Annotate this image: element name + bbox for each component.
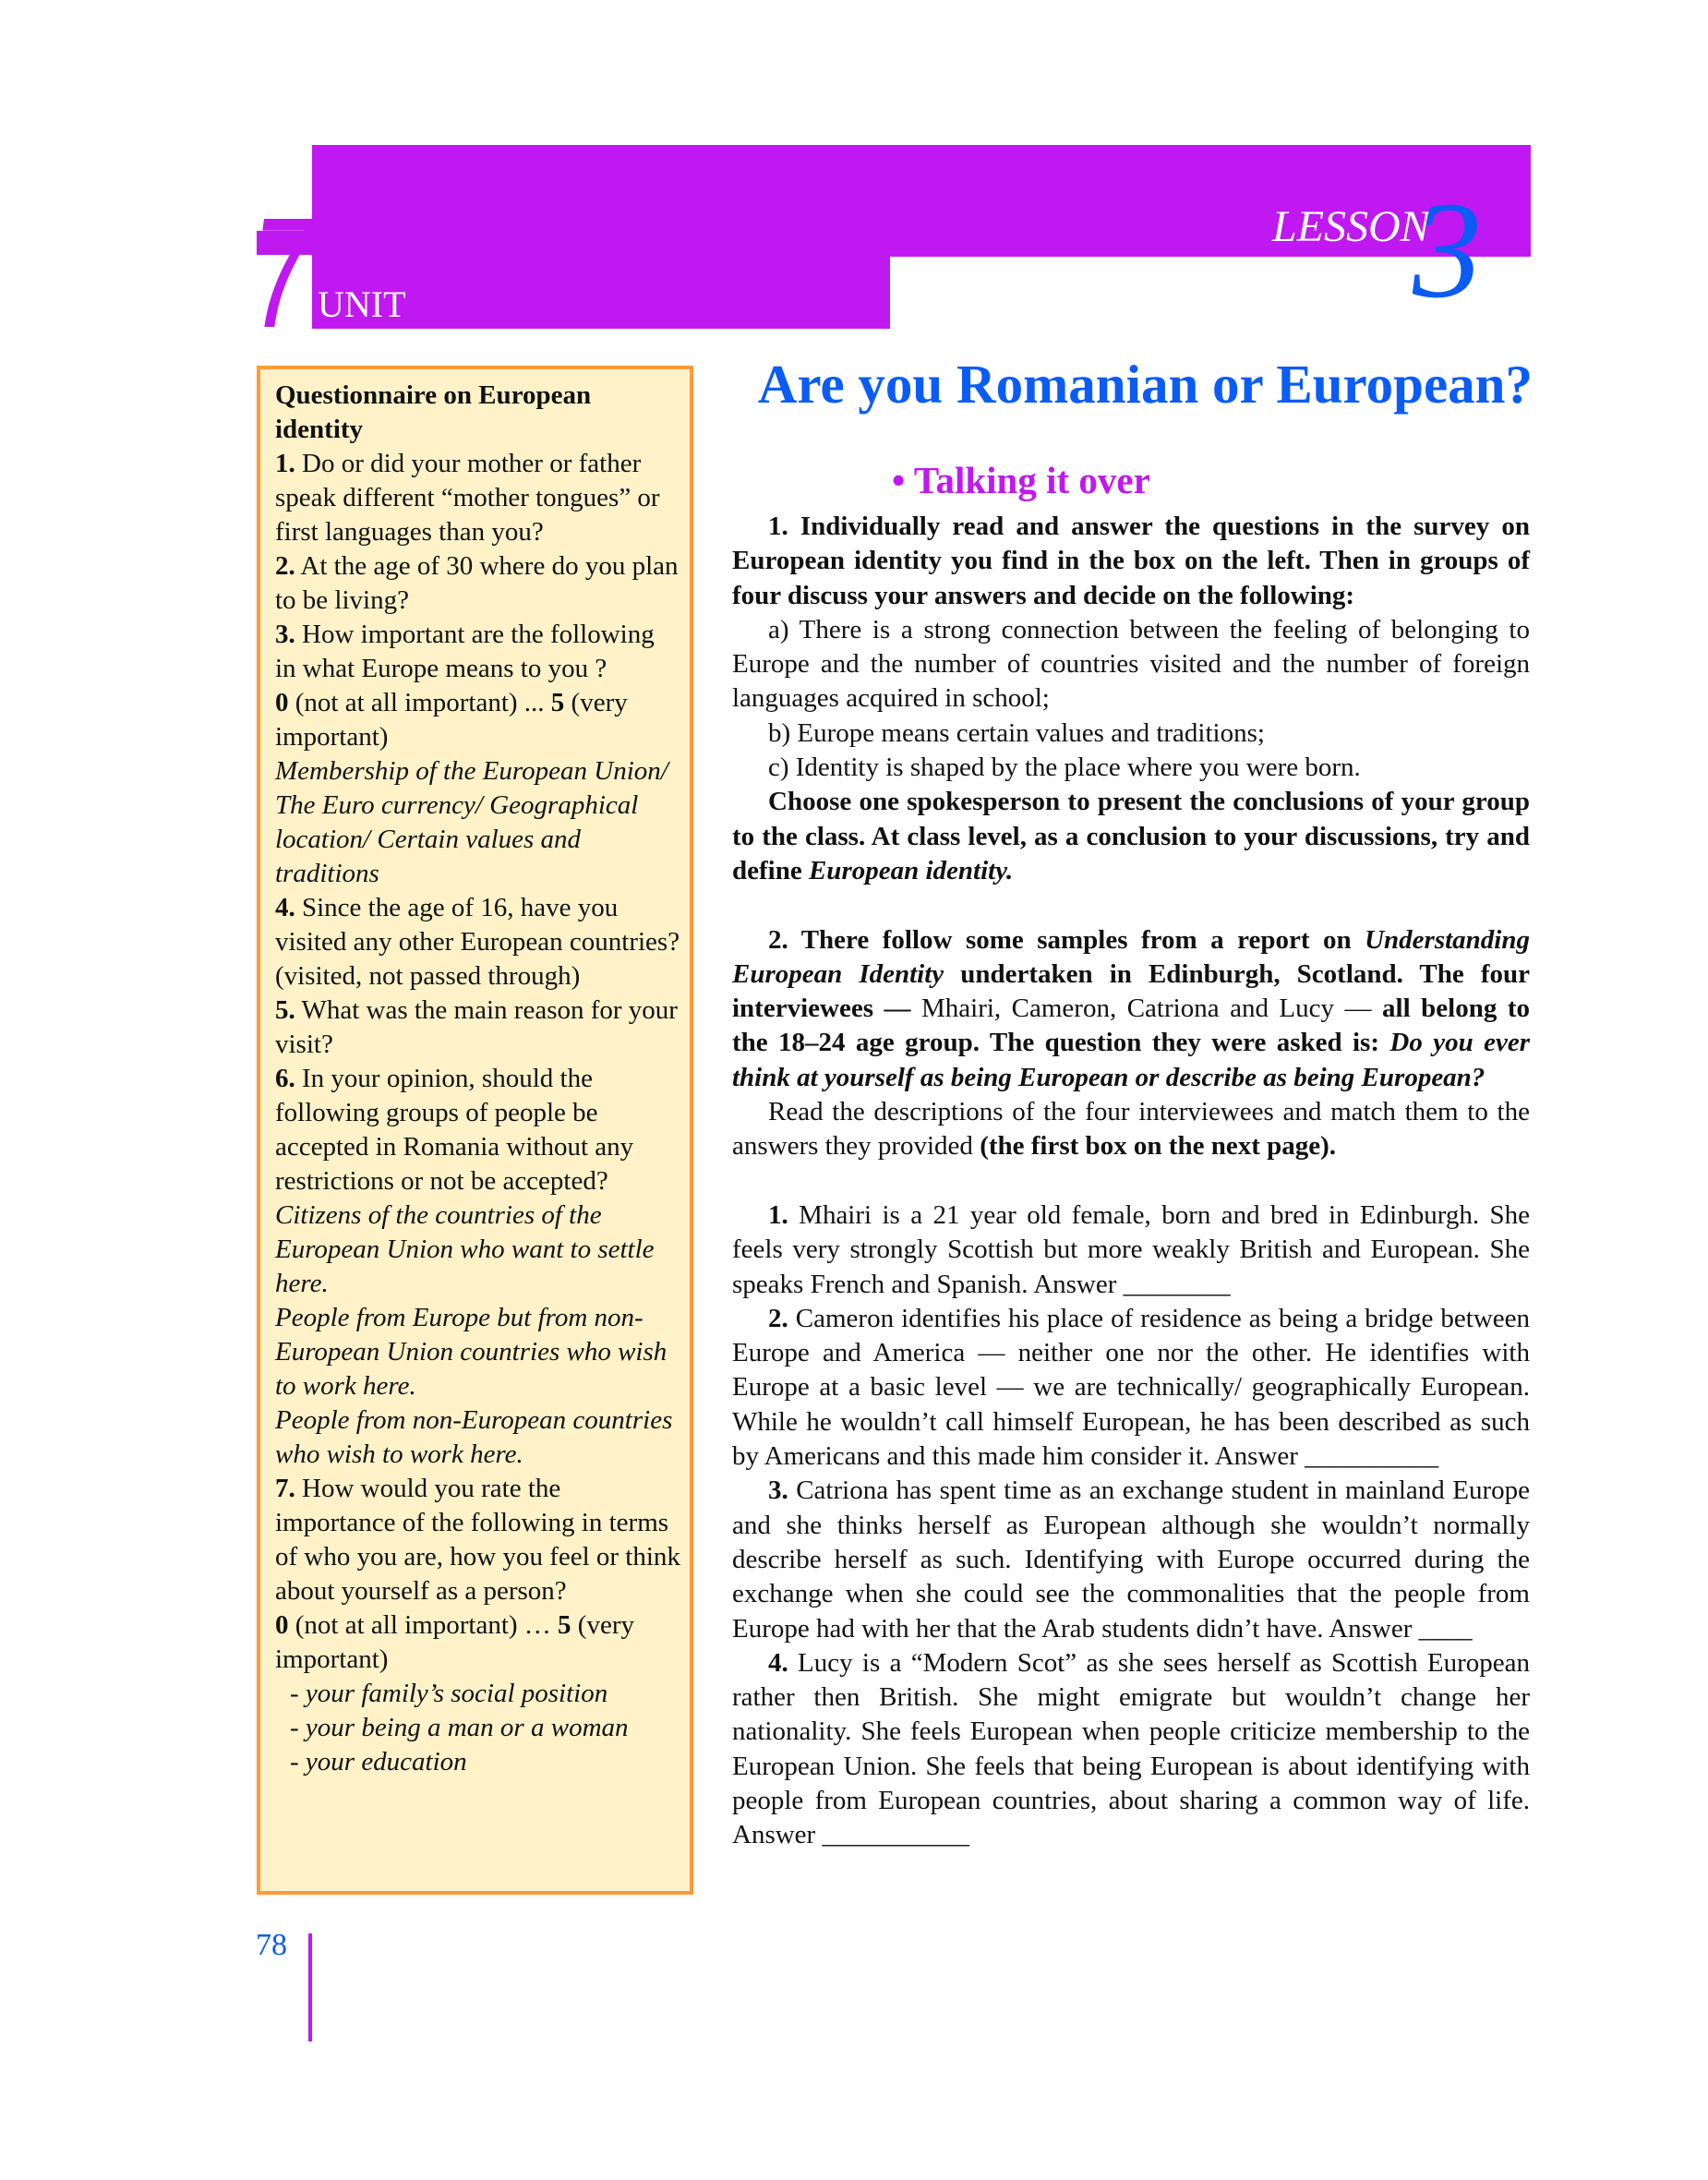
text-run: European identity. [808,855,1014,885]
text-run: 0 [275,688,289,717]
questionnaire-content [275,379,681,1779]
text-run: What was the main reason for your visit? [275,995,678,1059]
page-title: Are you Romanian or European? [757,354,1533,415]
text-run: undertaken in Edinburgh, Scotland. The four interviewees — [732,958,1530,1024]
main-body-text [732,510,1530,1853]
text-run: People from Europe but from non-European Union countries who wish to work here. [275,1303,668,1401]
questionnaire-item [275,1198,681,1301]
text-run: a) There is a strong connection between the feeling of belonging to Europe and the number of countries visited and the number of foreign languages acquired in school; [732,614,1530,714]
lesson-number: 3 [1413,174,1482,327]
questionnaire-item [275,1472,681,1608]
text-run: all belong to the 18–24 age group. The question they were asked is: [732,994,1530,1058]
text-run: 2. [768,1303,788,1333]
text-run: 1. Individually read and answer the questions in the survey on European identity you find in the box on the left. Then in groups of four discuss your answers and decide on the following: [732,512,1530,610]
paragraph [732,1646,1530,1853]
text-run: How would you rate the importance of the following in terms of who you are, how you feel or think about yourself as a person? [275,1474,680,1606]
text-run: 6. [275,1064,295,1093]
paragraph [732,613,1530,717]
text-run: (very important) [275,1610,634,1674]
text-run: b) Europe means certain values and traditions; [768,717,1265,748]
text-run: 3. [768,1475,788,1506]
text-run: Mhairi, Cameron, Catriona and Lucy — [920,994,1383,1024]
text-run: (not at all important) ... [288,688,551,717]
unit-number: 7 [251,186,313,361]
text-run: Read the descriptions of the four interviewees and match them to the answers they provided [732,1097,1530,1162]
paragraph [732,751,1530,785]
questionnaire-item [275,891,681,994]
questionnaire-item [275,1062,681,1198]
paragraph [732,510,1530,613]
lesson-label: LESSON [1272,202,1430,251]
text-run: Membership of the European Union/ The Euro currency/ Geographical location/ Certain values and traditions [275,756,668,888]
questionnaire-item [275,994,681,1062]
questionnaire-item [275,754,681,891]
text-run: Lucy is a “Modern Scot” as she sees herself as Scottish European rather then British. She might emigrate but wouldn’t change her nationality. She feels European when people criticize membership to the European Union. She feels that being European is about identifying with people from European countries, about sharing a common way of life. Answer ___________ [732,1647,1530,1850]
text-run: At the age of 30 where do you plan to be living? [275,551,679,615]
questionnaire-item [275,447,681,549]
text-run: Catriona has spent time as an exchange student in mainland Europe and she thinks herself as European although she wouldn’t normally describe herself as such. Identifying with Europe occurred during the exchange when she could see the commonalities that the people from Europe had with her that the Arab students didn’t have. Answer ____ [732,1475,1530,1644]
section-heading: • Talking it over [892,459,1150,501]
unit-label: UNIT [318,283,406,325]
questionnaire-item [275,1608,681,1677]
text-run: Since the age of 16, have you visited any other European countries? (visited, not passed through) [275,893,680,991]
text-run: 5 [558,1610,571,1640]
questionnaire-item [275,1301,681,1403]
text-run: Understanding European Identity [732,924,1530,989]
text-run: Citizens of the countries of the European Union who want to settle here. [275,1200,655,1298]
text-run: 0 [275,1610,289,1640]
paragraph [732,1302,1530,1474]
text-run: 4. [275,893,295,922]
text-run: 7. [275,1474,295,1503]
questionnaire-item [275,618,681,686]
paragraph [732,923,1530,1095]
text-run: 5 [550,688,565,717]
text-run: (not at all important) … [288,1610,559,1640]
text-run: c) Identity is shaped by the place where you were born. [768,753,1361,783]
paragraph [732,785,1530,888]
text-run: How important are the following in what Europe means to you ? [275,620,655,683]
questionnaire-sub-item: - your education [290,1747,467,1777]
text-run: Do you ever think at yourself as being European or describe as being European? [732,1028,1530,1092]
page-number-rule [308,1933,312,2041]
text-run: 2. [275,551,295,581]
text-run: People from non-European countries who wish to work here. [275,1405,673,1469]
questionnaire-item [275,549,681,618]
questionnaire-item [275,686,681,754]
text-run: 1. [768,1199,788,1230]
paragraph [732,1095,1530,1164]
page-number: 78 [256,1928,287,1962]
text-run: Choose one spokesperson to present the conclusions of your group to the class. At class level, as a conclusion to your discussions, try and define [732,787,1530,885]
text-run: Cameron identifies his place of residence as being a bridge between Europe and America — neither one nor the other. He identifies with Europe at a basic level — we are technically/ geographically European. While he wouldn’t call himself European, he has been described as such by Americans and this made him consider it. Answer __________ [732,1303,1530,1472]
text-run: 5. [275,995,295,1025]
text-run: 2. There follow some samples from a report on [768,924,1365,955]
questionnaire-sub-item: - your being a man or a woman [290,1713,629,1742]
questionnaire-box [257,366,693,1895]
text-run: (the first box on the next page). [980,1131,1337,1162]
paragraph [732,1474,1530,1645]
text-run: In your opinion, should the following groups of people be accepted in Romania without any restrictions or not be accepted? [275,1064,634,1196]
paragraph [732,717,1530,751]
text-run: 3. [275,620,295,649]
paragraph [732,1198,1530,1302]
questionnaire-item [275,1403,681,1472]
questionnaire-title: Questionnaire on European identity [275,380,592,444]
text-run: Mhairi is a 21 year old female, born and bred in Edinburgh. She feels very strongly Scottish but more weakly British and European. She speaks French and Spanish. Answer ________ [732,1199,1530,1299]
text-run: 1. [275,449,295,478]
questionnaire-sub-item: - your family’s social position [290,1679,608,1708]
text-run: 4. [768,1647,788,1678]
text-run: Do or did your mother or father speak different “mother tongues” or first languages than you? [275,449,660,547]
text-run: (very important) [275,688,628,752]
